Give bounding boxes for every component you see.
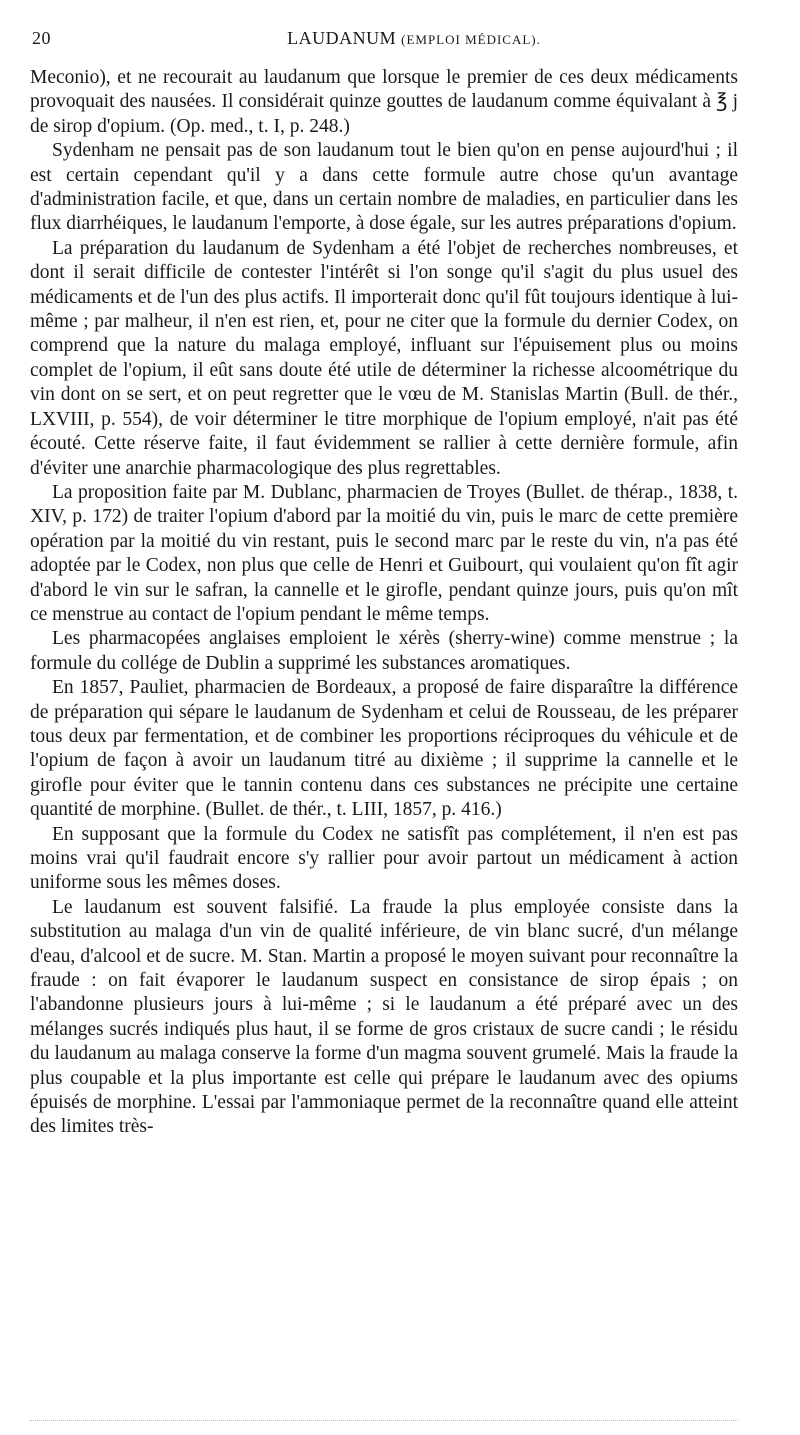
paragraph: Sydenham ne pensait pas de son laudanum tout le bien qu'on en pense aujourd'hui ; il est certain cependant qu'il y a dans cette formule autre chose qu'un avantage d'administration facile, et que, dans un certain nombre de maladies, en particulier dans les flux diarrhéiques, le laudanum l'emporte, à dose égale, sur les autres préparations d'opium.: [30, 140, 738, 235]
running-title: LAUDANUM: [287, 28, 397, 48]
running-subtitle: (EMPLOI MÉDICAL).: [401, 32, 541, 47]
footer-rule: [30, 1420, 738, 1421]
paragraph: En supposant que la formule du Codex ne satisfît pas complétement, il n'en est pas moins vrai qu'il faudrait encore s'y rallier pour avoir partout un médicament à action uniforme sous les mêmes doses.: [30, 823, 738, 894]
body-text: [30, 66, 738, 1140]
running-head: [30, 28, 738, 49]
paragraph: La préparation du laudanum de Sydenham a été l'objet de recherches nombreuses, et dont il serait difficile de contester l'intérêt si l'on songe qu'il s'agit du plus usuel des médicaments et de l'un des plus actifs. Il importerait donc qu'il fût toujours identique à lui-même ; par malheur, il n'en est rien, et, pour ne citer que la formule du dernier Codex, on comprend que la nature du malaga employé, influant sur l'épuisement plus ou moins complet de l'opium, il eût sans doute été utile de déterminer la richesse alcoométrique du vin dont on se sert, et on peut regretter que le vœu de M. Stanislas Martin (Bull. de thér., LXVIII, p. 554), de voir déterminer le titre morphique de l'opium employé, n'ait pas été écouté. Cette réserve faite, il faut évidemment se rallier à cette dernière formule, afin d'éviter une anarchie pharmacologique des plus regrettables.: [30, 237, 738, 479]
paragraph: En 1857, Pauliet, pharmacien de Bordeaux, a proposé de faire disparaître la différence de préparation qui sépare le laudanum de Sydenham et celui de Rousseau, de les préparer tous deux par fermentation, et de combiner les proportions réciproques du véhicule et de l'opium de façon à avoir un laudanum titré au dixième ; il supprime la cannelle et le girofle pour éviter que le tannin contenu dans ces substances ne précipite une certaine quantité de morphine. (Bullet. de thér., t. LIII, 1857, p. 416.): [30, 677, 738, 821]
paragraph: Les pharmacopées anglaises emploient le xérès (sherry-wine) comme menstrue ; la formule du collége de Dublin a supprimé les substances aromatiques.: [30, 628, 738, 674]
paragraph: Meconio), et ne recourait au laudanum que lorsque le premier de ces deux médicaments provoquait des nausées. Il considérait quinze gouttes de laudanum comme équivalant à ℥ j de sirop d'opium. (Op. med., t. I, p. 248.): [30, 67, 738, 137]
page-number: 20: [32, 28, 51, 48]
page: [30, 26, 738, 1140]
paragraph: Le laudanum est souvent falsifié. La fraude la plus employée consiste dans la substitution au malaga d'un vin de qualité inférieure, de vin blanc sucré, d'un mélange d'eau, d'alcool et de sucre. M. Stan. Martin a proposé le moyen suivant pour reconnaître la fraude : on fait évaporer le laudanum suspect en consistance de sirop épais ; on l'abandonne plusieurs jours à lui-même ; si le laudanum a été préparé avec un des mélanges sucrés indiqués plus haut, il se forme de gros cristaux de sucre candi ; le résidu du laudanum au malaga conserve la forme d'un magma souvent grumelé. Mais la fraude la plus coupable et la plus importante est celle qui prépare le laudanum avec des opiums épuisés de morphine. L'essai par l'ammoniaque permet de la reconnaître quand elle atteint des limites très-: [30, 896, 738, 1138]
paragraph: La proposition faite par M. Dublanc, pharmacien de Troyes (Bullet. de thérap., 1838, t. XIV, p. 172) de traiter l'opium d'abord par la moitié du vin, puis le marc de cette première opération par la moitié du vin restant, puis le second marc par le reste du vin, n'a pas été adoptée par le Codex, non plus que celle de Henri et Guibourt, qui voulaient qu'on fît agir d'abord le vin sur le safran, la cannelle et le girofle, pendant quinze jours, puis qu'on mît ce menstrue au contact de l'opium pendant le même temps.: [30, 481, 738, 625]
page-header: [30, 26, 738, 56]
